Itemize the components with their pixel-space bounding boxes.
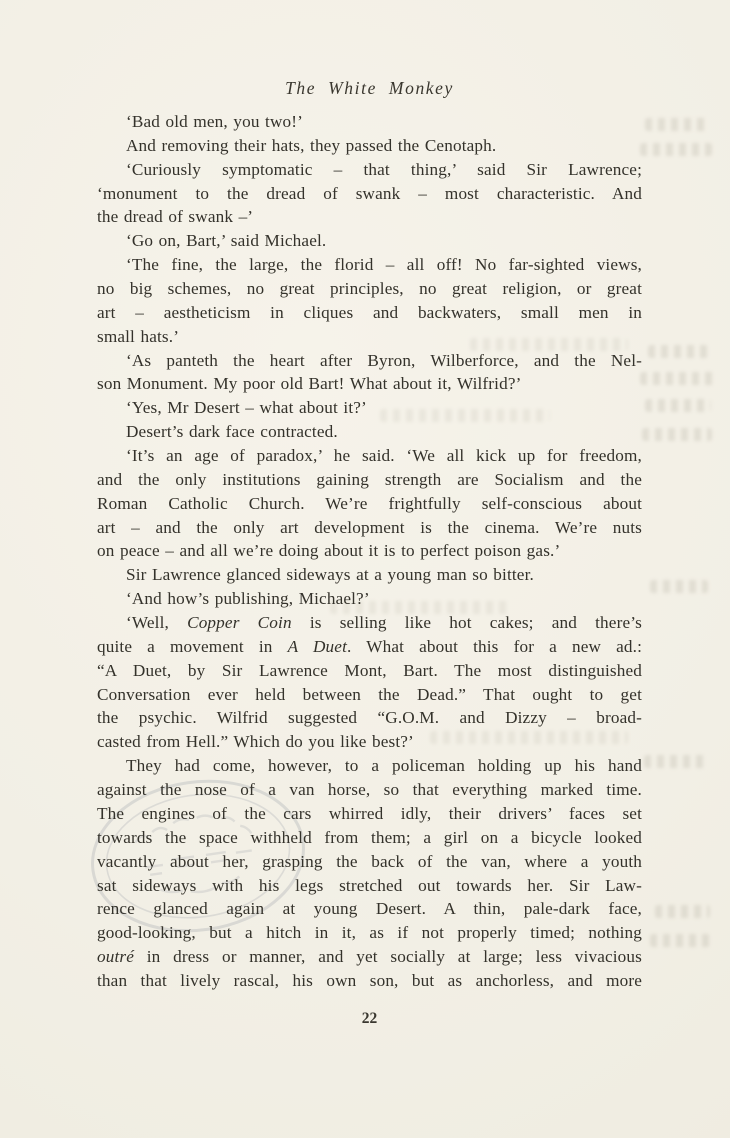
show-through-smudge [650,580,708,593]
running-head-title: The White Monkey [285,78,454,98]
show-through-smudge [642,428,712,441]
text-line: “A Duet, by Sir Lawrence Mont, Bart. The most distinguished [97,660,642,680]
text-line: the psychic. Wilfrid suggested “G.O.M. and Dizzy – broad- [97,708,642,728]
text-line: vacantly about her, grasping the back of the van, where a youth [97,851,642,871]
page-text [97,110,642,993]
text-line: ‘Yes, Mr Desert – what about it?’ [126,398,367,418]
show-through-smudge [645,118,707,131]
page-number: 22 [361,1010,378,1027]
show-through-smudge [645,399,711,412]
text-line: ‘Curiously symptomatic – that thing,’ said Sir Lawrence; [126,159,642,179]
text-line: on peace – and all we’re doing about it is to perfect poison gas.’ [97,541,561,561]
text-line: art – and the only art development is the cinema. We’re nuts [97,517,642,537]
text-line: outré in dress or manner, and yet socially at large; less vivacious [97,947,642,967]
text-line: ‘And how’s publishing, Michael?’ [126,589,370,609]
text-line: the dread of swank –’ [97,207,254,227]
show-through-smudge [650,934,710,947]
text-line: son Monument. My poor old Bart! What about it, Wilfrid?’ [97,374,522,394]
show-through-smudge [640,143,712,156]
text-line: sat sideways with his legs stretched out towards her. Sir Law- [97,875,642,895]
text-line: casted from Hell.” Which do you like best?’ [97,732,414,752]
show-through-smudge [655,905,710,918]
text-line: rence glanced again at young Desert. A thin, pale-dark face, [97,899,642,919]
text-line: than that lively rascal, his own son, but as anchorless, and more [97,970,642,990]
text-line: Desert’s dark face contracted. [126,422,338,442]
text-line: no big schemes, no great principles, no great religion, or great [97,279,642,299]
text-line: and the only institutions gaining strength are Socialism and the [97,469,642,489]
show-through-smudge [640,372,714,385]
text-line: Conversation ever held between the Dead.” That ought to get [97,684,642,704]
text-line: ‘Go on, Bart,’ said Michael. [126,231,327,251]
text-line: ‘monument to the dread of swank – most characteristic. And [97,183,642,203]
text-line: The engines of the cars whirred idly, their drivers’ faces set [97,803,642,823]
text-line: small hats.’ [97,326,180,346]
text-line: And removing their hats, they passed the Cenotaph. [126,135,497,155]
text-line: Roman Catholic Church. We’re frightfully self-conscious about [97,493,642,513]
text-line: against the nose of a van horse, so that everything marked time. [97,780,642,800]
text-line: Sir Lawrence glanced sideways at a young man so bitter. [126,565,534,585]
text-line: ‘Bad old men, you two!’ [126,112,304,131]
text-line: ‘As panteth the heart after Byron, Wilberforce, and the Nel- [126,350,642,370]
show-through-smudge [644,755,708,768]
text-line: They had come, however, to a policeman holding up his hand [126,756,642,776]
show-through-smudge [648,345,708,358]
text-line: ‘Well, Copper Coin is selling like hot cakes; and there’s [126,613,642,633]
text-line: towards the space withheld from them; a girl on a bicycle looked [97,827,642,847]
text-line: good-looking, but a hitch in it, as if not properly timed; nothing [97,923,642,943]
text-line: ‘It’s an age of paradox,’ he said. ‘We all kick up for freedom, [126,446,642,466]
text-line: quite a movement in A Duet. What about this for a new ad.: [97,636,643,656]
text-line: ‘The fine, the large, the florid – all off! No far-sighted views, [126,255,642,275]
text-line: art – aestheticism in cliques and backwaters, small men in [97,302,642,322]
